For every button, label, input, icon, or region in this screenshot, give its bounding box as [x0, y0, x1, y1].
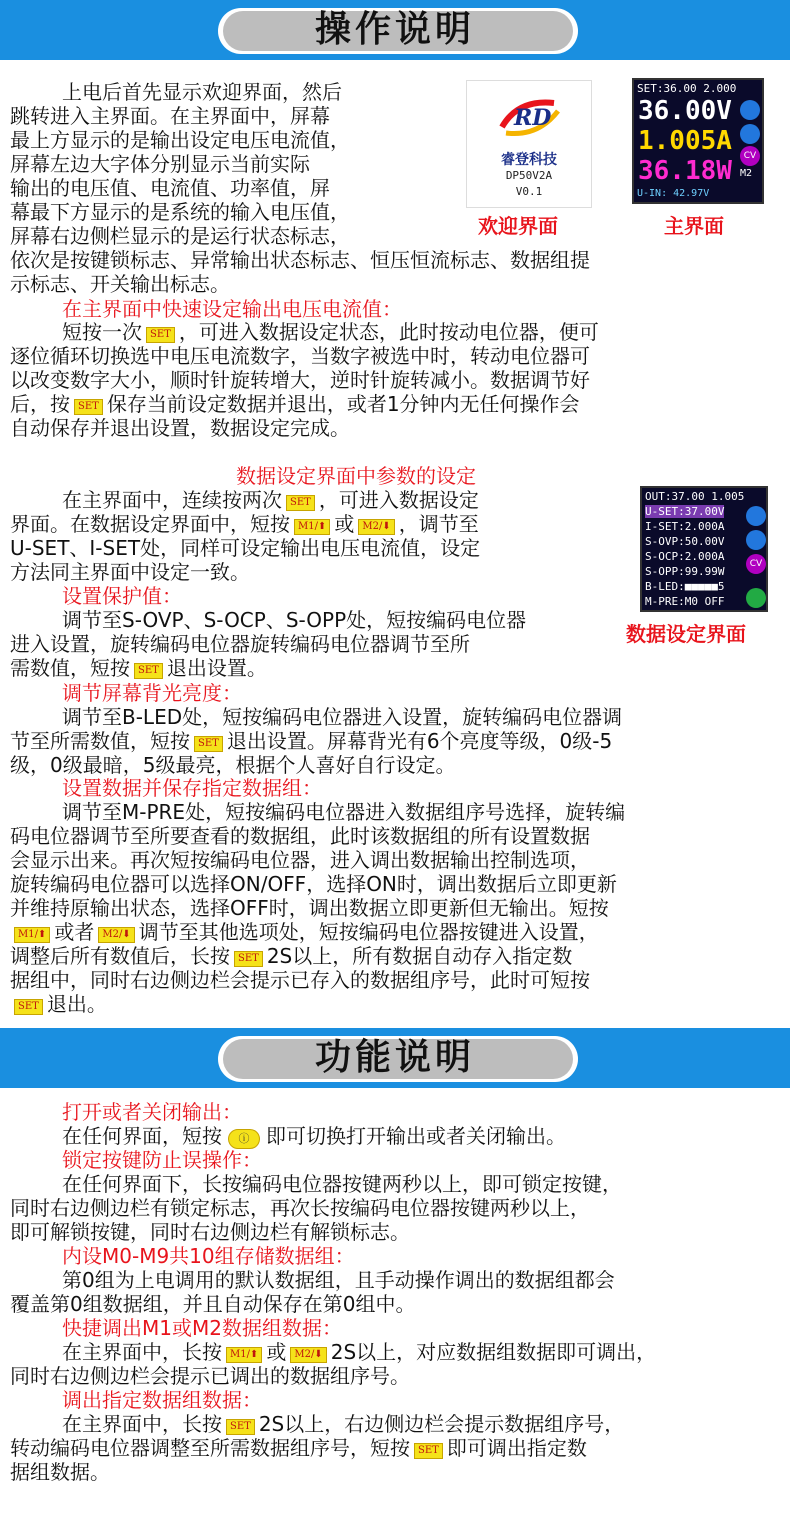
preset-line: 据组中，同时右边侧边栏会提示已存入的数据组序号，此时可短按: [10, 968, 590, 992]
text-span: ，可进入数据设定: [318, 488, 479, 512]
intro-line: 屏幕左边大字体分别显示当前实际: [10, 152, 310, 176]
intro-line: 最上方显示的是输出设定电压电流值，: [10, 128, 350, 152]
power-icon: [746, 588, 766, 608]
main-input-voltage: U-IN: 42.97V: [637, 188, 710, 199]
m2-key-icon: M2/⬇: [98, 927, 134, 943]
cv-badge-label: CV: [743, 151, 757, 161]
preset-line: 会显示出来。再次短按编码电位器，进入调出数据输出控制选项，: [10, 848, 590, 872]
data-screen-row: S-OCP:2.000A: [645, 550, 725, 563]
set-key-icon: SET: [286, 495, 315, 511]
text-span: 在主界面中，长按: [62, 1412, 222, 1436]
backlight-line: 调节至B-LED处，短按编码电位器进入设置，旋转编码电位器调: [62, 705, 623, 729]
intro-line: 依次是按键锁标志、异常输出状态标志、恒压恒流标志、数据组提: [10, 248, 590, 272]
m2-key-icon: M2/⬇: [290, 1347, 326, 1363]
main-set-readout: SET:36.00 2.000: [637, 82, 737, 95]
text-span: 2S以上，右边侧边栏会提示数据组序号，: [258, 1412, 625, 1436]
set-key-icon: SET: [74, 399, 103, 415]
protect-heading: 设置保护值：: [62, 584, 182, 608]
cv-badge-icon: [746, 554, 766, 574]
text-span: 即可切换打开输出或者关闭输出。: [266, 1124, 566, 1148]
main-power: 36.18W: [638, 156, 732, 186]
quickcall-line: [62, 1340, 656, 1364]
quick-set-line: 逐位循环切换选中电压电流数字，当数字被选中时，转动电位器可: [10, 344, 590, 368]
data-screen-row: I-SET:2.000A: [645, 520, 725, 533]
m1-key-icon: M1/⬆: [294, 519, 330, 535]
check-icon: [746, 530, 766, 550]
backlight-line: [10, 729, 612, 753]
param-line: [10, 512, 479, 536]
set-key-icon: SET: [414, 1443, 443, 1459]
text-span: 退出。: [46, 992, 107, 1016]
lock-line: 即可解锁按键，同时右边侧边栏有解锁标志。: [10, 1220, 410, 1244]
intro-line: 上电后首先显示欢迎界面，然后: [62, 80, 342, 104]
data-screen-row: S-OPP:99.99W: [645, 565, 725, 578]
store-line: 第0组为上电调用的默认数据组，且手动操作调出的数据组都会: [62, 1268, 615, 1292]
power-key-icon: ⓘ: [228, 1129, 260, 1149]
preset-line: [10, 920, 599, 944]
intro-line: 屏幕右边侧栏显示的是运行状态标志，: [10, 224, 350, 248]
set-key-icon: SET: [146, 327, 175, 343]
m1-key-icon: M1/⬆: [14, 927, 50, 943]
intro-line: 输出的电压值、电流值、功率值，屏: [10, 176, 330, 200]
text-span: 即可调出指定数: [446, 1436, 587, 1460]
store-line: 覆盖第0组数据组，并且自动保存在第0组中。: [10, 1292, 416, 1316]
text-span: ，调节至: [398, 512, 479, 536]
data-screen-row: OUT:37.00 1.005: [645, 490, 745, 503]
call-line: [10, 1436, 587, 1460]
quick-set-line: 以改变数字大小，顺时针旋转增大，逆时针旋转减小。数据调节好: [10, 368, 590, 392]
text-span: 退出设置。: [166, 656, 267, 680]
text-span: 保存当前设定数据并退出，或者1分钟内无任何操作会: [106, 392, 580, 416]
call-line: [62, 1412, 624, 1436]
text-span: 2S以上，所有数据自动存入指定数: [266, 944, 573, 968]
set-key-icon: SET: [14, 999, 43, 1015]
section-header-function: [0, 1028, 790, 1088]
quick-set-line: [10, 392, 580, 416]
intro-line: 幕最下方显示的是系统的输入电压值，: [10, 200, 350, 224]
section-header-operation: [0, 0, 790, 60]
text-span: 转动编码电位器调整至所需数据组序号，短按: [10, 1436, 410, 1460]
text-span: 短按一次: [62, 320, 142, 344]
main-screen-image: [632, 78, 764, 204]
welcome-version: V0.1: [515, 185, 543, 198]
preset-line: 码电位器调节至所要查看的数据组，此时该数据组的所有设置数据: [10, 824, 590, 848]
text-span: 或者: [54, 920, 95, 944]
set-key-icon: SET: [226, 1419, 255, 1435]
data-screen-row: S-OVP:50.00V: [645, 535, 725, 548]
quick-set-heading: 在主界面中快速设定输出电压电流值：: [62, 297, 402, 321]
preset-line: 旋转编码电位器可以选择ON/OFF，选择ON时，调出数据后立即更新: [10, 872, 617, 896]
lock-icon: [746, 506, 766, 526]
section-title: 操作说明: [314, 9, 475, 50]
set-key-icon: SET: [194, 736, 223, 752]
data-setting-caption: 数据设定界面: [626, 622, 746, 646]
call-heading: 调出指定数据组数据：: [62, 1388, 262, 1412]
text-span: 后，按: [10, 392, 70, 416]
intro-line: 示标志、开关输出标志。: [10, 272, 230, 296]
m1-key-icon: M1/⬆: [226, 1347, 262, 1363]
quick-set-line: 自动保存并退出设置，数据设定完成。: [10, 416, 350, 440]
lock-line: 同时右边侧边栏有锁定标志，再次长按编码电位器按键两秒以上，: [10, 1196, 590, 1220]
text-span: 调节至其他选项处，短按编码电位器按键进入设置，: [138, 920, 599, 944]
data-screen-row: B-LED:■■■■■5: [645, 580, 725, 593]
check-icon: [740, 124, 760, 144]
intro-line: 跳转进入主界面。在主界面中，屏幕: [10, 104, 330, 128]
text-span: 在任何界面，短按: [62, 1124, 222, 1148]
store-heading: 内设M0-M9共10组存储数据组：: [62, 1244, 355, 1268]
param-line: 方法同主界面中设定一致。: [10, 560, 250, 584]
text-span: 在主界面中，长按: [62, 1340, 222, 1364]
m2-key-icon: M2/⬇: [358, 519, 394, 535]
protect-line: [10, 656, 267, 680]
preset-line: [10, 992, 107, 1016]
lock-line: 在任何界面下，长按编码电位器按键两秒以上，即可锁定按键，: [62, 1172, 622, 1196]
svg-text:RD: RD: [514, 105, 552, 131]
data-screen-row: M-PRE:M0 OFF: [645, 595, 725, 608]
param-heading: 数据设定界面中参数的设定: [236, 464, 476, 488]
welcome-caption: 欢迎界面: [478, 214, 558, 238]
preset-heading: 设置数据并保存指定数据组：: [62, 776, 322, 800]
rd-logo-icon: [498, 97, 562, 137]
text-span: ，可进入数据设定状态，此时按动电位器，便可: [178, 320, 599, 344]
main-caption: 主界面: [664, 214, 724, 238]
data-group-badge: M2: [740, 168, 753, 179]
main-current: 1.005A: [638, 126, 732, 156]
set-key-icon: SET: [234, 951, 263, 967]
call-line: 据组数据。: [10, 1460, 110, 1484]
cv-badge-label: CV: [749, 559, 763, 569]
preset-line: [10, 944, 572, 968]
quickcall-line: 同时右边侧边栏会提示已调出的数据组序号。: [10, 1364, 410, 1388]
backlight-line: 级，0级最暗，5级最亮，根据个人喜好自行设定。: [10, 753, 456, 777]
lock-icon: [740, 100, 760, 120]
onoff-line: [62, 1124, 566, 1149]
protect-line: 调节至S-OVP、S-OCP、S-OPP处，短按编码电位器: [62, 608, 527, 632]
text-span: 或: [266, 1340, 287, 1364]
set-key-icon: SET: [134, 663, 163, 679]
text-span: 退出设置。屏幕背光有6个亮度等级，0级-5: [226, 729, 613, 753]
lock-heading: 锁定按键防止误操作：: [62, 1148, 262, 1172]
text-span: 调整后所有数值后，长按: [10, 944, 230, 968]
cv-badge-icon: [740, 146, 760, 166]
onoff-heading: 打开或者关闭输出：: [62, 1100, 242, 1124]
param-line: [62, 488, 479, 512]
main-voltage: 36.00V: [638, 96, 732, 126]
welcome-model: DP50V2A: [505, 169, 553, 182]
preset-line: 调节至M-PRE处，短按编码电位器进入数据组序号选择，旋转编: [62, 800, 626, 824]
quickcall-heading: 快捷调出M1或M2数据组数据：: [62, 1316, 342, 1340]
text-span: 需数值，短按: [10, 656, 130, 680]
text-span: 2S以上，对应数据组数据即可调出，: [330, 1340, 657, 1364]
welcome-screen-image: [466, 80, 592, 208]
data-setting-screen-image: [640, 486, 768, 612]
section-title: 功能说明: [314, 1037, 475, 1078]
welcome-brand: 睿登科技: [501, 152, 557, 168]
protect-line: 进入设置，旋转编码电位器旋转编码电位器调节至所: [10, 632, 470, 656]
param-line: U-SET、I-SET处，同样可设定输出电压电流值，设定: [10, 536, 481, 560]
backlight-heading: 调节屏幕背光亮度：: [62, 681, 242, 705]
quick-set-line: [62, 320, 599, 344]
text-span: 界面。在数据设定界面中，短按: [10, 512, 290, 536]
preset-line: 并维持原输出状态，选择OFF时，调出数据立即更新但无输出。短按: [10, 896, 609, 920]
text-span: 或: [334, 512, 355, 536]
text-span: 节至所需数值，短按: [10, 729, 190, 753]
text-span: 在主界面中，连续按两次: [62, 488, 282, 512]
data-screen-row: U-SET:37.00V: [645, 505, 725, 518]
